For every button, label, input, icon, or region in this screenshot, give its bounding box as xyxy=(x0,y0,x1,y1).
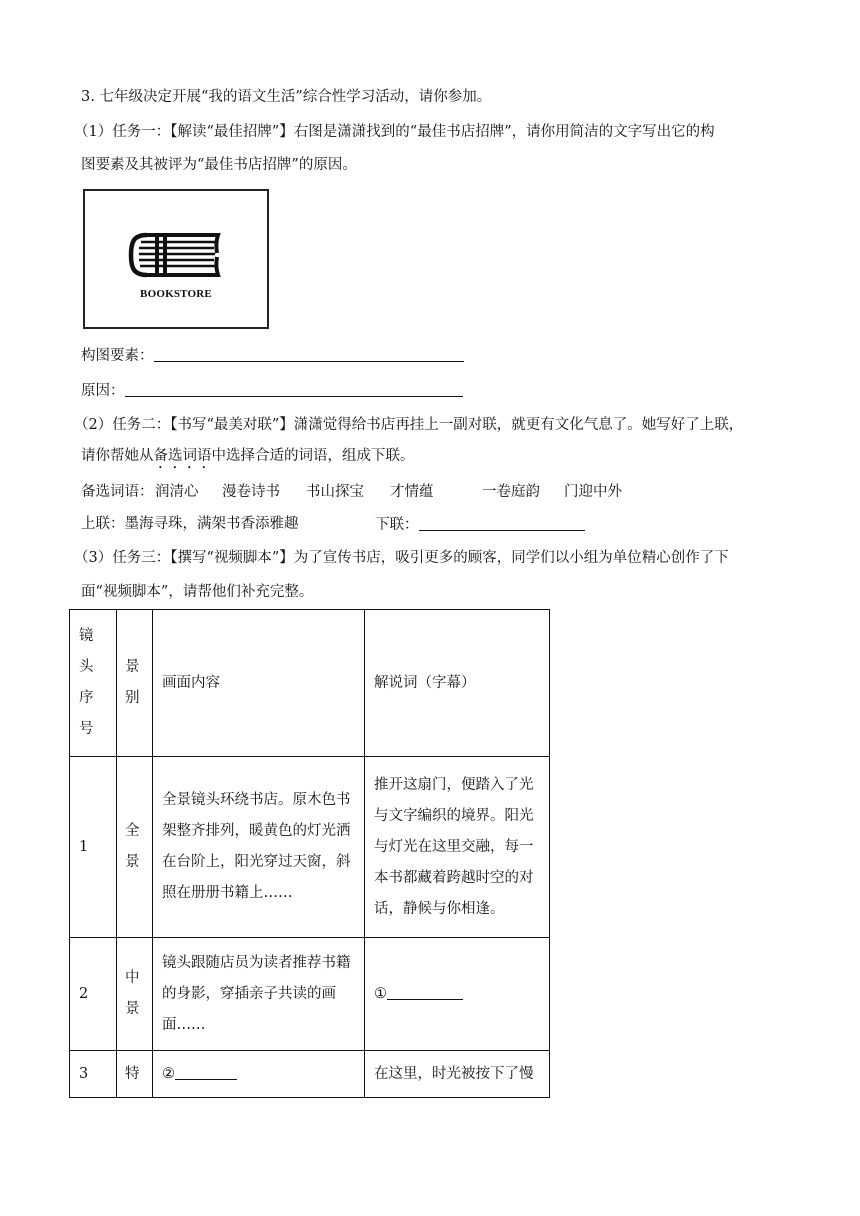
option-item: 润清心 xyxy=(155,484,199,500)
lower-couplet-label: 下联： xyxy=(375,517,419,533)
cell-scale: 全景 xyxy=(117,757,153,938)
reason-label: 原因： xyxy=(81,383,125,399)
header-content: 画面内容 xyxy=(153,610,365,757)
task2-line2-text-a: 请你帮她从 xyxy=(81,448,154,464)
lower-couplet-row xyxy=(375,514,585,535)
sign-text: BOOKSTORE xyxy=(140,288,212,300)
blank-2-label: ② xyxy=(162,1065,175,1082)
header-scale: 景别 xyxy=(117,610,153,757)
task3-prompt-line1: （3）任务三：【撰写“视频脚本”】为了宣传书店，吸引更多的顾客，同学们以小组为单位精心创作了下 xyxy=(74,550,729,566)
option-item: 才情蕴 xyxy=(390,484,434,500)
option-item: 一卷庭韵 xyxy=(482,484,540,500)
table-row xyxy=(70,938,550,1051)
option-item: 门迎中外 xyxy=(564,484,622,500)
cell-shot-no: 1 xyxy=(70,757,117,938)
question-intro: 3. 七年级决定开展“我的语文生活”综合性学习活动，请你参加。 xyxy=(81,89,492,105)
book-logo-icon xyxy=(85,191,267,327)
blank-1[interactable] xyxy=(387,983,463,1000)
cell-shot-no: 3 xyxy=(70,1051,117,1098)
table-row xyxy=(70,757,550,938)
bookstore-sign-image xyxy=(83,189,269,329)
upper-couplet: 上联：墨海寻珠，满架书香添雅趣 xyxy=(81,516,299,532)
cell-content: 全景镜头环绕书店。原木色书架整齐排列，暖黄色的灯光洒在台阶上，阳光穿过天窗，斜照在册册书籍上…… xyxy=(153,757,365,938)
cell-content: 镜头跟随店员为读者推荐书籍的身影，穿插亲子共读的画面…… xyxy=(153,938,365,1051)
header-shot-no: 镜头序号 xyxy=(70,610,117,757)
reason-blank[interactable] xyxy=(125,380,463,397)
table-header-row xyxy=(70,610,550,757)
cell-scale: 特 xyxy=(117,1051,153,1098)
task2-prompt-line1: （2）任务二：【书写“最美对联”】潇潇觉得给书店再挂上一副对联，就更有文化气息了。她写好了上联， xyxy=(74,417,744,433)
reason-answer-row xyxy=(81,380,463,401)
video-script-table xyxy=(69,609,550,1098)
task1-prompt-line1: （1）任务一：【解读“最佳招牌”】右图是潇潇找到的“最佳书店招牌”，请你用简洁的文字写出它的构 xyxy=(74,124,715,140)
header-narration: 解说词（字幕） xyxy=(365,610,550,757)
composition-blank[interactable] xyxy=(154,345,464,362)
cell-scale: 中景 xyxy=(117,938,153,1051)
composition-answer-row xyxy=(81,345,464,366)
cell-narration: 推开这扇门，便踏入了光与文字编织的境界。阳光与灯光在这里交融，每一本书都藏着跨越时空的对话，静候与你相逢。 xyxy=(365,757,550,938)
lower-couplet-blank[interactable] xyxy=(419,514,585,531)
task2-emphasized-words: 备选词语 xyxy=(153,448,212,464)
cell-narration: 在这里，时光被按下了慢 xyxy=(365,1051,550,1098)
option-item: 书山探宝 xyxy=(306,484,364,500)
option-item: 漫卷诗书 xyxy=(222,484,280,500)
blank-1-label: ① xyxy=(374,985,387,1002)
table-row xyxy=(70,1051,550,1098)
task2-prompt-line2 xyxy=(81,446,415,472)
task1-prompt-line2: 图要素及其被评为“最佳书店招牌”的原因。 xyxy=(81,157,357,173)
composition-label: 构图要素： xyxy=(81,348,154,364)
cell-content xyxy=(153,1051,365,1098)
cell-narration xyxy=(365,938,550,1051)
options-label: 备选词语： xyxy=(81,484,154,500)
task3-prompt-line2: 面“视频脚本”，请帮他们补充完整。 xyxy=(81,584,314,600)
blank-2[interactable] xyxy=(175,1063,237,1080)
task2-line2-text-b: 中选择合适的词语，组成下联。 xyxy=(211,448,415,464)
cell-shot-no: 2 xyxy=(70,938,117,1051)
